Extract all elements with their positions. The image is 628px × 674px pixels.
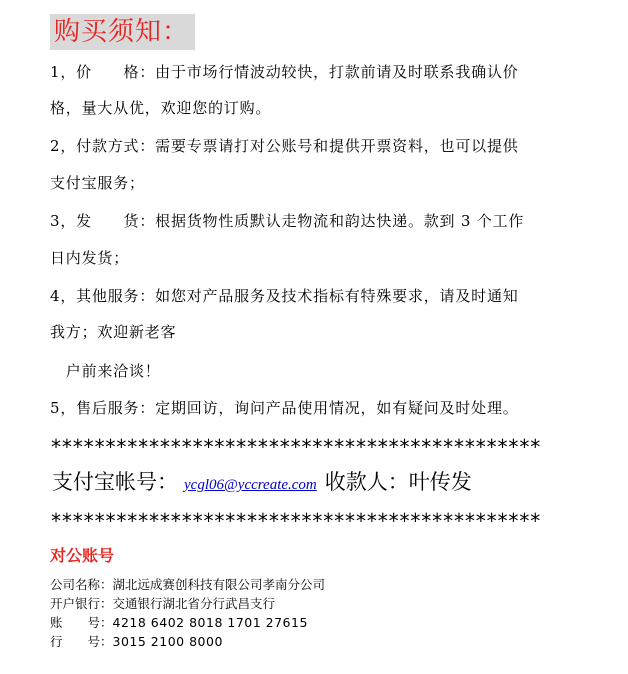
separator-top: ********************************************* [50,435,541,459]
alipay-label: 支付宝帐号： [52,470,178,494]
branch-label: 行 号： [50,634,113,649]
company-label: 公司名称： [50,577,113,592]
notice-line-5: 3，发 货：根据货物性质默认走物流和韵达快递。款到 3 个工作 [50,212,525,230]
notice-line-6: 日内发货； [50,249,130,267]
branch-row [50,634,223,650]
bank-row [50,596,275,612]
corporate-account-title: 对公账号 [50,546,115,565]
bank-name: 交通银行湖北省分行武昌支行 [112,596,276,611]
page-title: 购买须知： [50,14,195,50]
notice-line-3: 2，付款方式：需要专票请打对公账号和提供开票资料，也可以提供 [50,137,519,155]
notice-line-8: 我方；欢迎新老客 [50,323,177,341]
notice-line-2: 格，量大从优，欢迎您的订购。 [50,99,272,117]
notice-line-9: 户前来洽谈！ [50,362,161,380]
payee-label: 收款人： [324,470,409,494]
separator-bottom: ********************************************* [50,509,541,533]
notice-line-4: 支付宝服务； [50,174,145,192]
alipay-account-link[interactable]: ycgl06@yccreate.com [184,477,317,493]
account-row [50,615,308,631]
account-label: 账 号： [50,615,113,630]
branch-number: 3015 2100 8000 [112,634,223,649]
notice-line-10: 5，售后服务：定期回访，询问产品使用情况，如有疑问及时处理。 [50,399,519,417]
notice-line-7: 4，其他服务：如您对产品服务及技术指标有特殊要求，请及时通知 [50,287,519,305]
alipay-row [52,468,472,499]
company-row [50,577,325,593]
account-number: 4218 6402 8018 1701 27615 [112,615,308,630]
company-name: 湖北远成赛创科技有限公司孝南分公司 [112,577,326,592]
bank-label: 开户银行： [50,596,113,611]
payee-name: 叶传发 [408,470,472,494]
notice-line-1: 1，价 格：由于市场行情波动较快，打款前请及时联系我确认价 [50,63,519,81]
